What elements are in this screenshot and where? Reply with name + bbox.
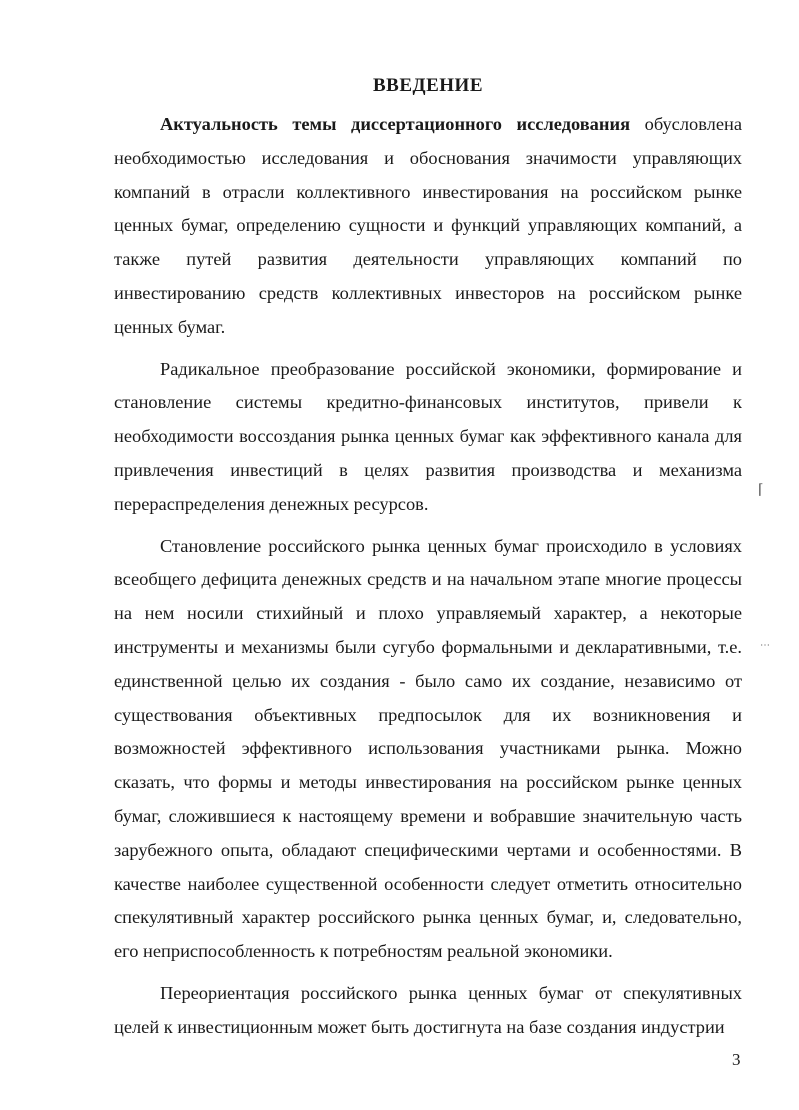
paragraph-2-text: Радикальное преобразование российской экономики, формирование и становление системы кредитно-финансовых институтов, привели к необходимости воссоздания рынка ценных бумаг как эффективного канала для привлечения инвестиций в целях развития производства и механизма перераспределения денежных ресурсов.	[114, 358, 742, 514]
document-page	[114, 72, 742, 1053]
paragraph-1	[114, 108, 742, 345]
paragraph-4-text: Переориентация российского рынка ценных бумаг от спекулятивных целей к инвестиционным может быть достигнута на базе создания индустрии	[114, 982, 742, 1037]
scan-artifact-mark: ⋯	[760, 640, 770, 651]
paragraph-4	[114, 977, 742, 1045]
page-number: 3	[732, 1050, 741, 1069]
scan-artifact-mark: ⌈	[758, 482, 764, 498]
paragraph-3	[114, 530, 742, 969]
paragraph-1-bold-lead: Актуальность темы диссертационного исследования	[160, 114, 631, 134]
section-heading: ВВЕДЕНИЕ	[373, 75, 483, 96]
paragraph-1-text: обусловлена необходимостью исследования и обоснования значимости управляющих компаний в отрасли коллективного инвестирования на российском рынке ценных бумаг, определению сущности и функций управляющих компаний, а также путей развития деятельности управляющих компаний по инвестированию средств коллективных инвесторов на российском рынке ценных бумаг.	[114, 114, 742, 337]
paragraph-3-text: Становление российского рынка ценных бумаг происходило в условиях всеобщего дефицита денежных средств и на начальном этапе многие процессы на нем носили стихийный и плохо управляемый характер, а некоторые инструменты и механизмы были сугубо формальными и декларативными, т.е. единственной целью их создания - было само их создание, независимо от существования объективных предпосылок для их возникновения и возможностей эффективного использования участниками рынка. Можно сказать, что формы и методы инвестирования на российском рынке ценных бумаг, сложившиеся к настоящему времени и вобравшие значительную часть зарубежного опыта, обладают специфическими чертами и особенностями. В качестве наиболее существенной особенности следует отметить относительно спекулятивный характер российского рынка ценных бумаг, и, следовательно, его неприспособленность к потребностям реальной экономики.	[114, 535, 742, 962]
paragraph-2	[114, 353, 742, 522]
